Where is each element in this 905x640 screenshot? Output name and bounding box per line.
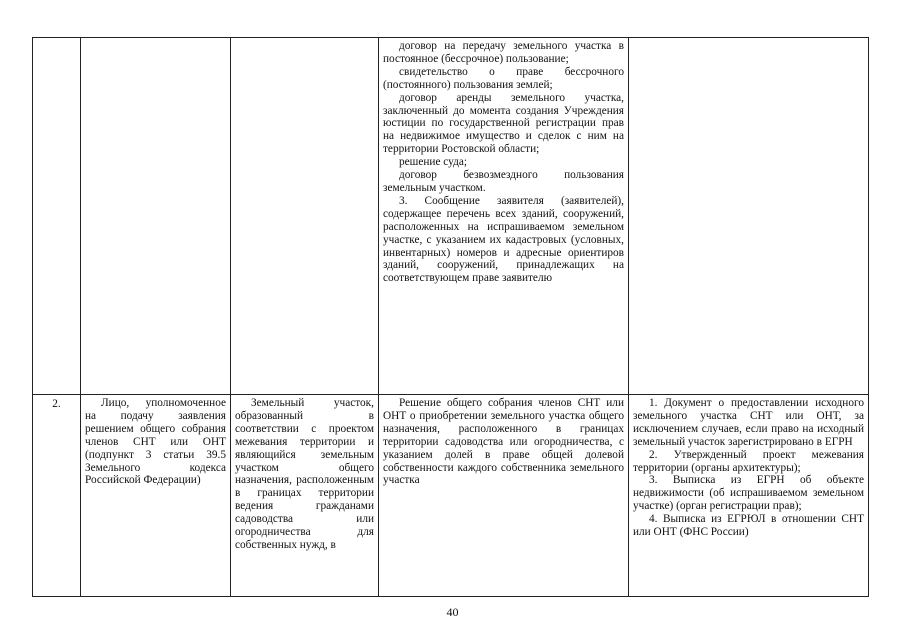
documents-cell <box>379 38 629 395</box>
document-item: договор на передачу земельного участка в постоянное (бессрочное) пользование; <box>383 40 624 65</box>
applicant-cell <box>81 38 231 395</box>
table-row <box>33 38 869 395</box>
requested-docs-cell <box>629 38 869 395</box>
document-item: договор безвозмездного пользования земельным участком. <box>383 169 624 194</box>
requested-docs-cell <box>629 395 869 597</box>
document-item: решение суда; <box>399 156 468 169</box>
applicant-cell <box>81 395 231 597</box>
applicant-text: Лицо, уполномоченное на подачу заявления решением общего собрания членов СНТ или ОНТ (подпункт 3 статьи 39.5 Земельного кодекса Российской Федерации) <box>85 397 226 487</box>
land-plot-cell <box>231 395 379 597</box>
row-number-cell <box>33 38 81 395</box>
documents-cell <box>379 395 629 597</box>
requested-doc-item: 3. Выписка из ЕГРН об объекте недвижимости (об испрашиваемом земельном участке) (орган регистрации прав); <box>633 474 864 513</box>
document-item: 3. Сообщение заявителя (заявителей), содержащее перечень всех зданий, сооружений, расположенных на испрашиваемом земельном участке, с указанием их кадастровых (условных, инвентарных) номеров и адресные ориентиров зданий, сооружений, принадлежащих на соответствующем праве заявителю <box>383 194 624 285</box>
document-item: Решение общего собрания членов СНТ или ОНТ о приобретении земельного участка общего назначения, расположенного в границах территории садоводства или огородничества, с указанием долей в праве общей долевой собственности каждого собственника земельного участка <box>383 397 624 487</box>
page-number: 40 <box>446 605 459 619</box>
land-plot-text: Земельный участок, образованный в соответствии с проектом межевания территории и являющийся земельным участком общего назначения, расположенным в границах территории ведения гражданами садоводства или огородничества для собственных нужд, в <box>235 397 374 551</box>
table-row <box>33 395 869 597</box>
requested-doc-item: 4. Выписка из ЕГРЮЛ в отношении СНТ или ОНТ (ФНС России) <box>633 513 864 539</box>
land-plot-cell <box>231 38 379 395</box>
document-item: договор аренды земельного участка, заключенный до момента создания Учреждения юстиции по государственной регистрации прав на недвижимое имущество и сделок с ним на территории Ростовской области; <box>383 91 624 156</box>
row-number-cell: 2. <box>33 395 81 597</box>
requested-doc-item: 2. Утвержденный проект межевания территории (органы архитектуры); <box>633 448 864 474</box>
requirements-table <box>32 37 869 597</box>
requested-doc-item: 1. Документ о предоставлении исходного земельного участка СНТ или ОНТ, за исключением случаев, если право на исходный земельный участок зарегистрировано в ЕГРН <box>633 397 864 448</box>
document-item: свидетельство о праве бессрочного (постоянного) пользования землей; <box>383 65 624 91</box>
